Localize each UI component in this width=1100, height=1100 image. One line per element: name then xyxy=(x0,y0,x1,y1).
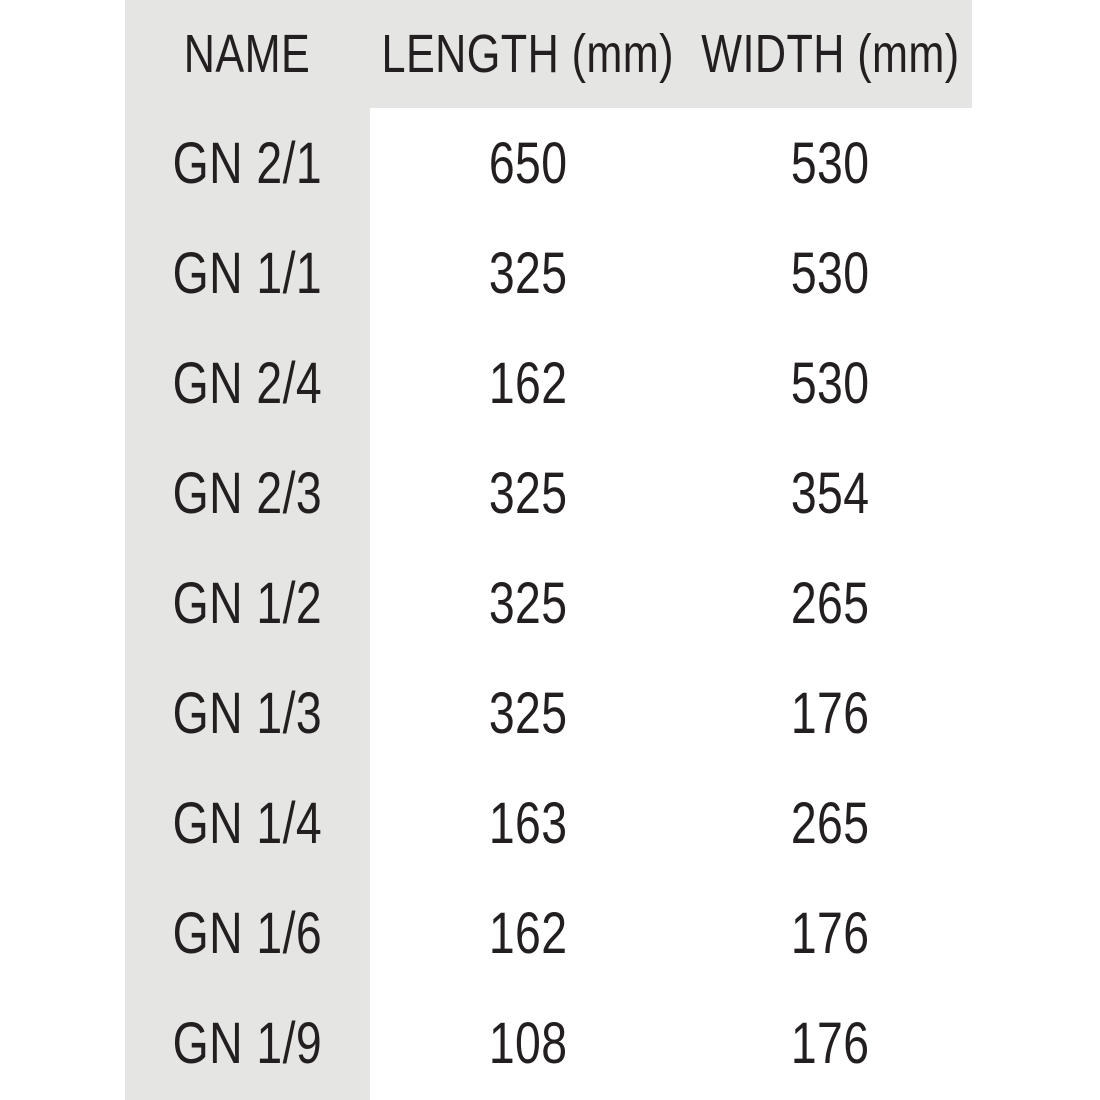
width-cell: 176 xyxy=(790,680,870,746)
table-row xyxy=(0,108,1100,218)
length-cell: 325 xyxy=(488,680,568,746)
length-cell: 163 xyxy=(488,790,568,856)
header-width: WIDTH (mm) xyxy=(700,24,960,84)
name-cell: GN 2/3 xyxy=(172,460,323,526)
name-cell: GN 1/1 xyxy=(172,240,323,306)
header-length: LENGTH (mm) xyxy=(381,24,675,84)
table-row xyxy=(0,988,1100,1098)
width-cell: 530 xyxy=(790,130,870,196)
width-cell: 530 xyxy=(790,350,870,416)
name-cell: GN 1/6 xyxy=(172,900,323,966)
header-name: NAME xyxy=(184,24,311,84)
length-cell: 162 xyxy=(488,350,568,416)
length-cell: 108 xyxy=(488,1010,568,1076)
width-cell: 265 xyxy=(790,570,870,636)
table-row xyxy=(0,438,1100,548)
name-cell: GN 1/9 xyxy=(172,1010,323,1076)
name-cell: GN 2/4 xyxy=(172,350,323,416)
table-row xyxy=(0,878,1100,988)
table-header-row xyxy=(0,0,1100,108)
name-cell: GN 1/3 xyxy=(172,680,323,746)
length-cell: 162 xyxy=(488,900,568,966)
length-cell: 325 xyxy=(488,570,568,636)
name-cell: GN 1/4 xyxy=(172,790,323,856)
table-row xyxy=(0,768,1100,878)
table-row xyxy=(0,548,1100,658)
width-cell: 530 xyxy=(790,240,870,306)
name-cell: GN 2/1 xyxy=(172,130,323,196)
table-row xyxy=(0,218,1100,328)
length-cell: 325 xyxy=(488,460,568,526)
width-cell: 265 xyxy=(790,790,870,856)
width-cell: 176 xyxy=(790,1010,870,1076)
width-cell: 176 xyxy=(790,900,870,966)
width-cell: 354 xyxy=(790,460,870,526)
name-cell: GN 1/2 xyxy=(172,570,323,636)
table-row xyxy=(0,658,1100,768)
length-cell: 325 xyxy=(488,240,568,306)
length-cell: 650 xyxy=(488,130,568,196)
table-row xyxy=(0,328,1100,438)
